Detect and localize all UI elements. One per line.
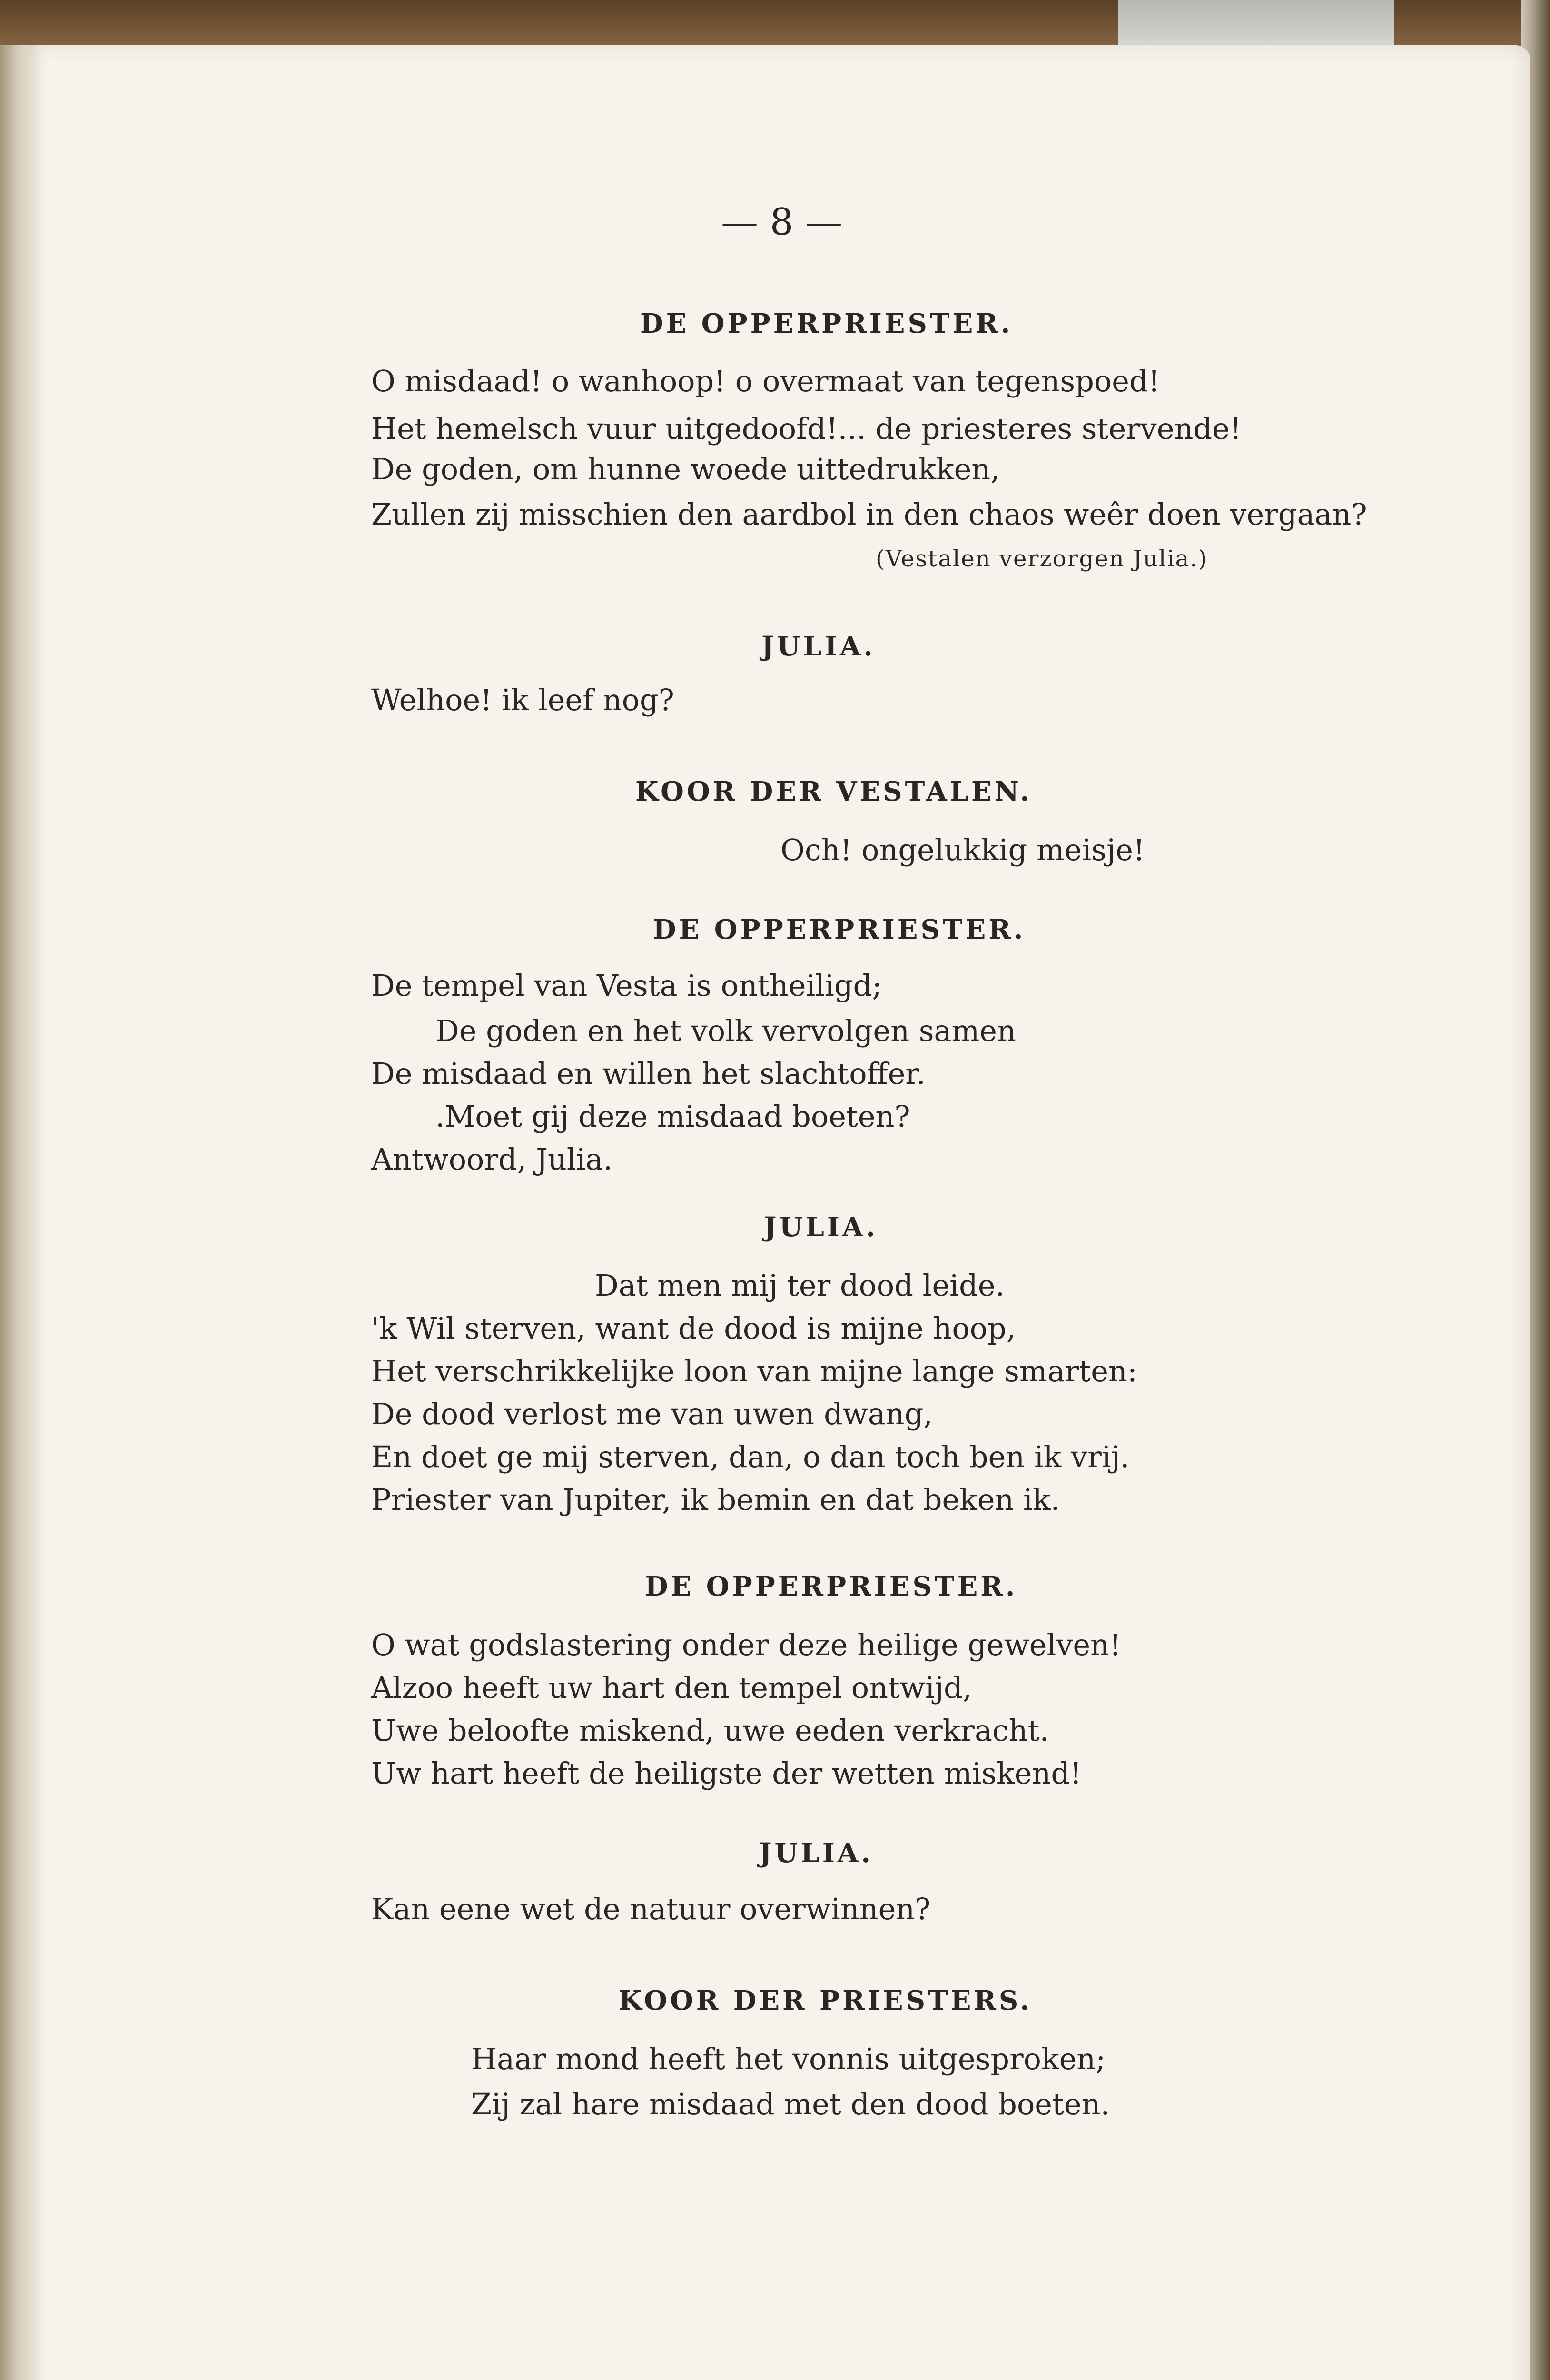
speaker-name: KOOR DER VESTALEN.: [635, 776, 1032, 807]
speaker-name: JULIA.: [759, 1837, 873, 1869]
page-spine-shadow: [0, 45, 45, 2380]
verse-line: Uw hart heeft de heiligste der wetten miskend!: [371, 1756, 1082, 1791]
speaker-name: DE OPPERPRIESTER.: [645, 1571, 1018, 1602]
verse-line: Zullen zij misschien den aardbol in den chaos weêr doen vergaan?: [371, 497, 1367, 532]
verse-line: Alzoo heeft uw hart den tempel ontwijd,: [371, 1670, 972, 1705]
verse-line: En doet ge mij sterven, dan, o dan toch ben ik vrij.: [371, 1439, 1130, 1474]
book-top-tab: [1118, 0, 1394, 45]
verse-line: Haar mond heeft het vonnis uitgesproken;: [471, 2042, 1106, 2076]
verse-line: Welhoe! ik leef nog?: [371, 683, 674, 717]
verse-line: De goden en het volk vervolgen samen: [435, 1013, 1016, 1048]
verse-line: Antwoord, Julia.: [371, 1142, 613, 1177]
verse-line: Zij zal hare misdaad met den dood boeten.: [471, 2087, 1110, 2122]
speaker-name: JULIA.: [761, 631, 876, 662]
verse-line: Och! ongelukkig meisje!: [780, 833, 1145, 867]
verse-line: O misdaad! o wanhoop! o overmaat van tegenspoed!: [371, 364, 1160, 398]
speaker-name: DE OPPERPRIESTER.: [653, 914, 1026, 945]
verse-line: Het verschrikkelijke loon van mijne lange smarten:: [371, 1354, 1137, 1388]
speaker-name: DE OPPERPRIESTER.: [640, 308, 1013, 339]
verse-line: De tempel van Vesta is ontheiligd;: [371, 968, 882, 1003]
stage-direction: (Vestalen verzorgen Julia.): [876, 545, 1208, 572]
verse-line: .Moet gij deze misdaad boeten?: [435, 1099, 910, 1134]
verse-line: De dood verlost me van uwen dwang,: [371, 1397, 933, 1431]
speaker-name: KOOR DER PRIESTERS.: [619, 1985, 1032, 2016]
verse-line: Dat men mij ter dood leide.: [595, 1268, 1005, 1303]
verse-line: Kan eene wet de natuur overwinnen?: [371, 1892, 931, 1926]
page-number: — 8 —: [721, 201, 843, 244]
speaker-name: JULIA.: [764, 1211, 878, 1243]
verse-line: De goden, om hunne woede uittedrukken,: [371, 452, 1000, 486]
verse-line: O wat godslastering onder deze heilige gewelven!: [371, 1627, 1121, 1662]
verse-line: De misdaad en willen het slachtoffer.: [371, 1056, 926, 1091]
verse-line: Priester van Jupiter, ik bemin en dat beken ik.: [371, 1482, 1060, 1517]
verse-line: 'k Wil sterven, want de dood is mijne hoop,: [371, 1311, 1016, 1346]
verse-line: Het hemelsch vuur uitgedoofd!... de priesteres stervende!: [371, 411, 1242, 446]
verse-line: Uwe beloofte miskend, uwe eeden verkracht.: [371, 1713, 1049, 1748]
